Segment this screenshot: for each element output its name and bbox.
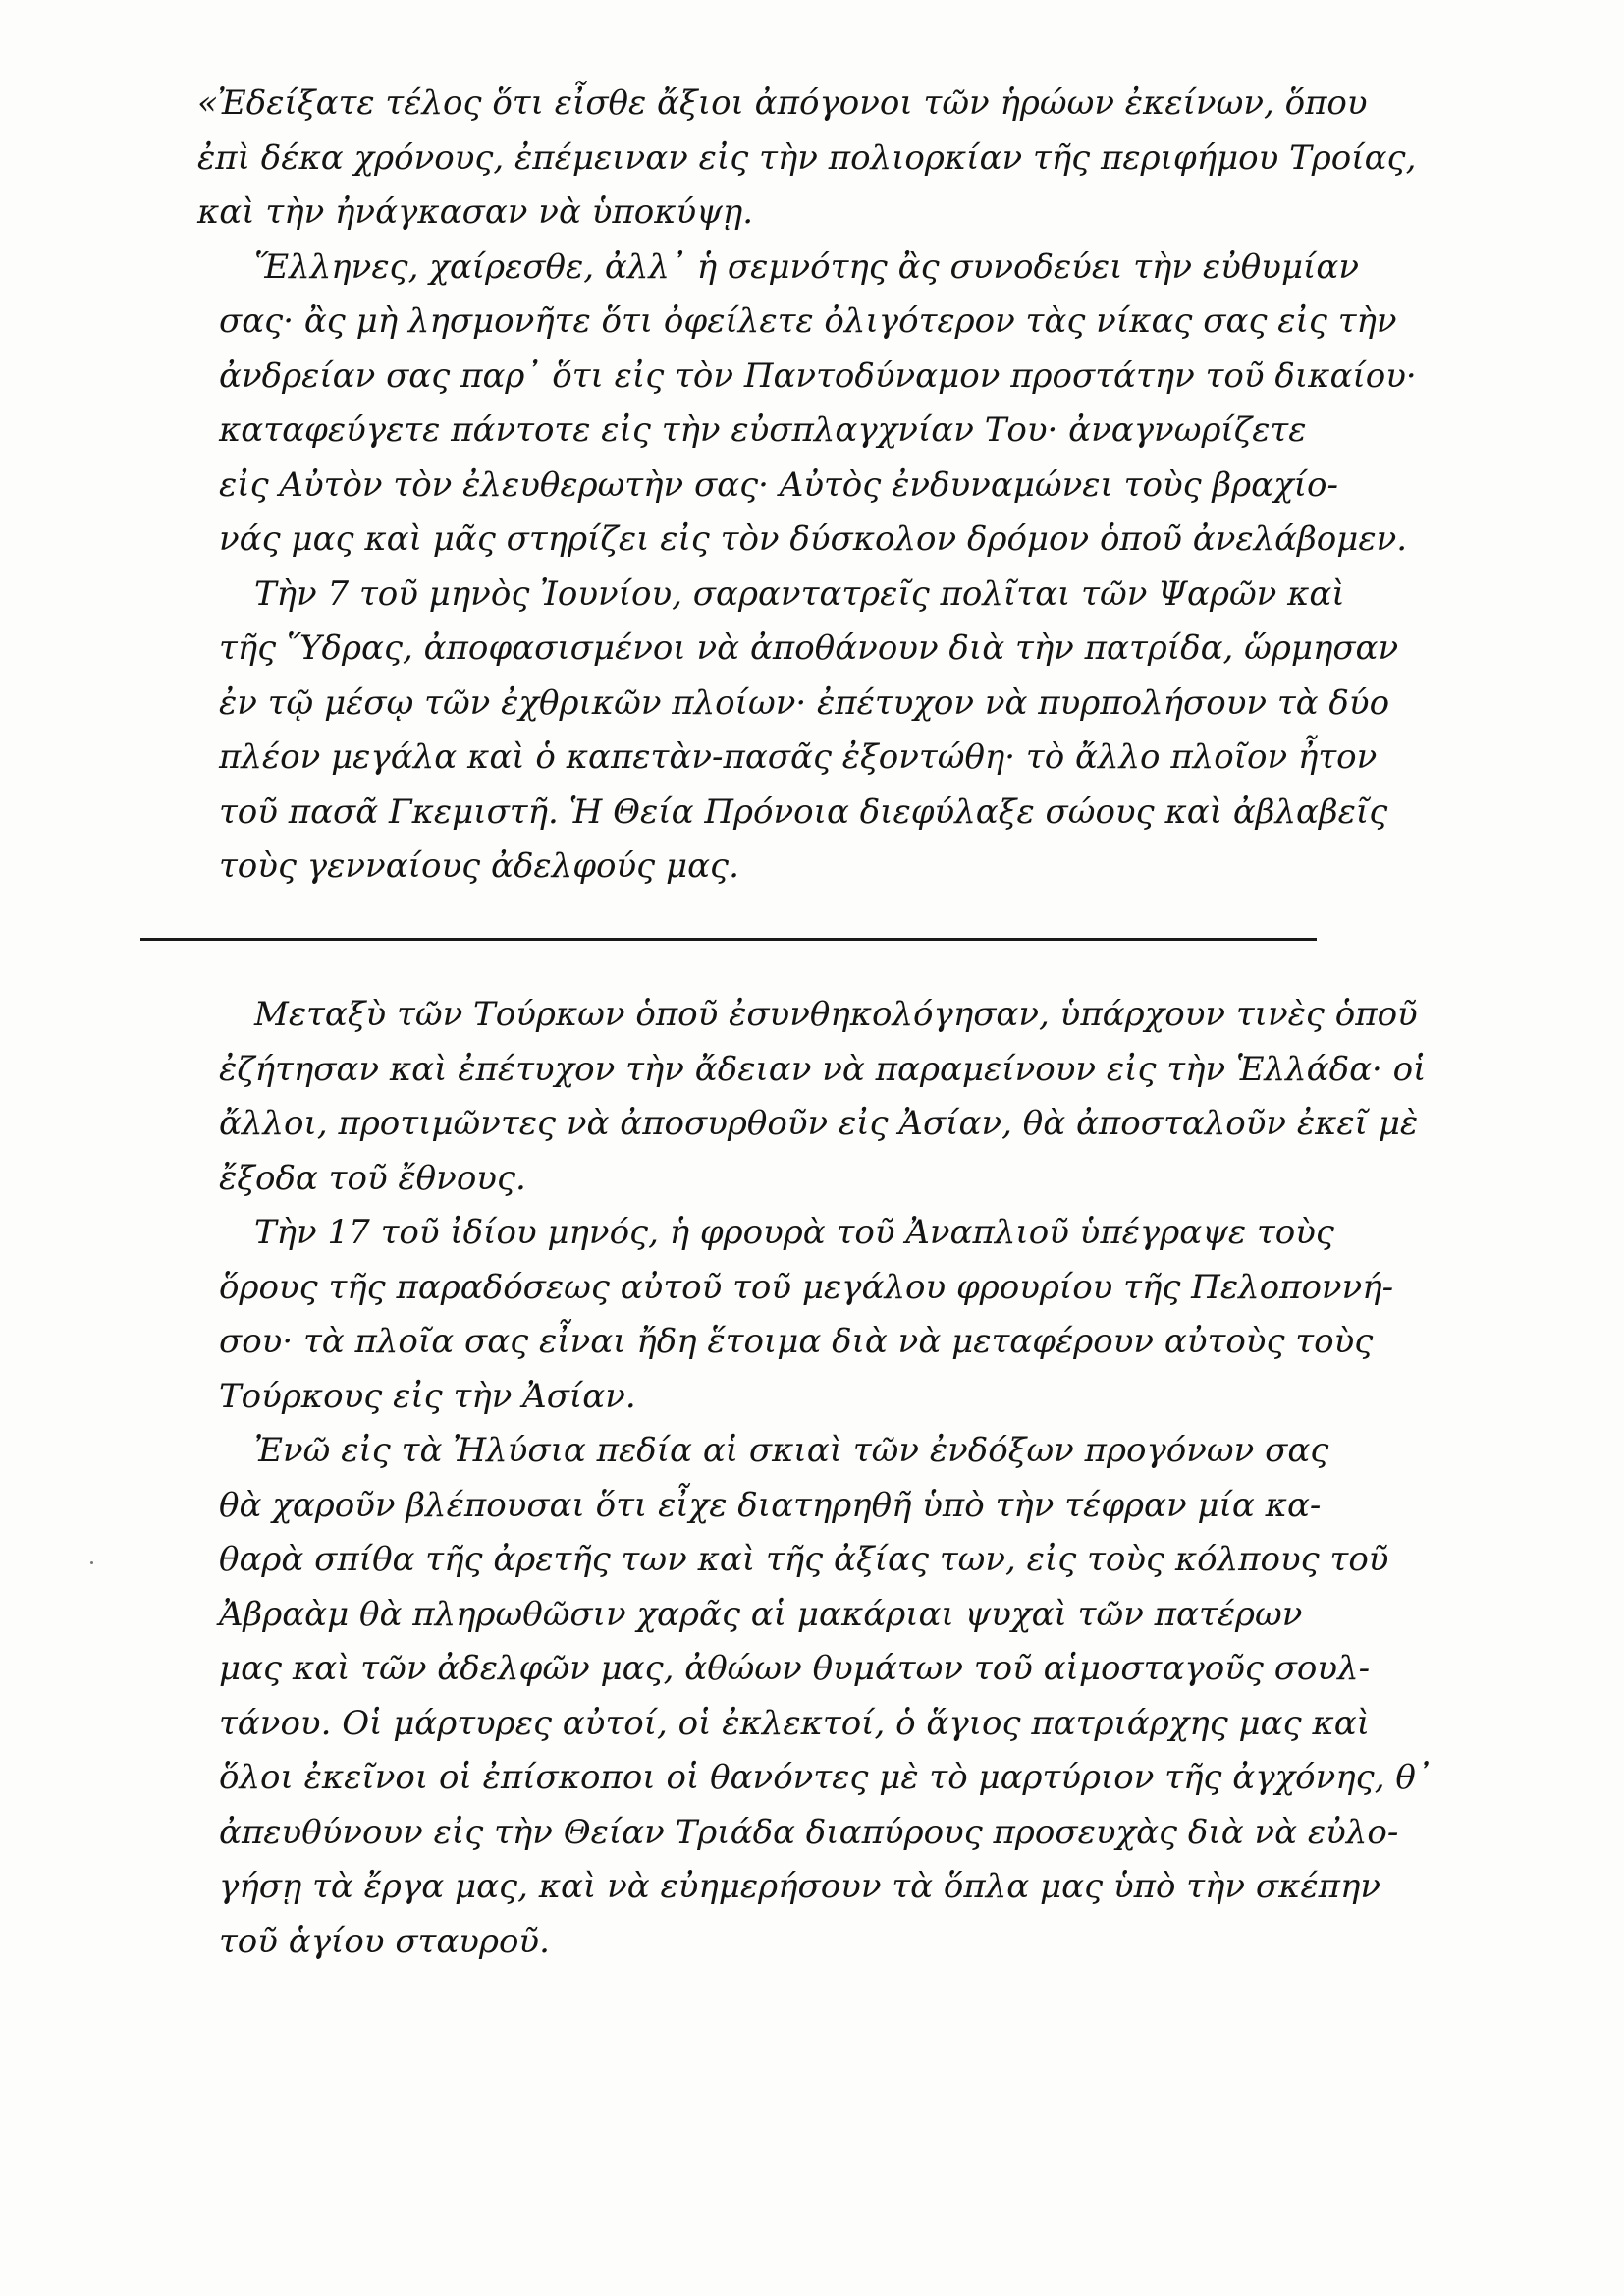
text-line: νάς μας καὶ μᾶς στηρίζει εἰς τὸν δύσκολον δρόμον ὁποῦ ἀνελάβομεν. [219, 519, 1408, 559]
text-line: τάνου. Οἱ μάρτυρες αὐτοί, οἱ ἐκλεκτοί, ὁ ἅγιος πατριάρχης μας καὶ [219, 1703, 1371, 1743]
bottom-text-section [162, 988, 1433, 1969]
text-line: πλέον μεγάλα καὶ ὁ καπετὰν-πασᾶς ἐξοντώθη· τὸ ἄλλο πλοῖον ἦτον [219, 738, 1378, 777]
text-line: ὅρους τῆς παραδόσεως αὐτοῦ τοῦ μεγάλου φρουρίου τῆς Πελοποννή- [219, 1267, 1394, 1307]
text-line: ἄλλοι, προτιμῶντες νὰ ἀποσυρθοῦν εἰς Ἀσίαν, θὰ ἀποσταλοῦν ἐκεῖ μὲ [219, 1104, 1419, 1143]
paragraph-4 [162, 988, 1427, 1206]
text-line: Ἀβραὰμ θὰ πληρωθῶσιν χαρᾶς αἱ μακάριαι ψυχαὶ τῶν πατέρων [219, 1594, 1303, 1634]
text-line: Τὴν 7 τοῦ μηνὸς Ἰουνίου, σαραντατρεῖς πολῖται τῶν Ψαρῶν καὶ [254, 574, 1345, 614]
text-line: γήσῃ τὰ ἔργα μας, καὶ νὰ εὐημερήσουν τὰ ὅπλα μας ὑπὸ τὴν σκέπην [219, 1867, 1381, 1906]
paragraph-6 [162, 1424, 1433, 1969]
text-line: καὶ τὴν ἠνάγκασαν νὰ ὑποκύψῃ. [197, 192, 753, 232]
text-line: Ἕλληνες, χαίρεσθε, ἀλλ᾽ ἡ σεμνότης ἂς συνοδεύει τὴν εὐθυμίαν [254, 246, 1360, 287]
text-line: Μεταξὺ τῶν Τούρκων ὁποῦ ἐσυνθηκολόγησαν, ὑπάρχουν τινὲς ὁποῦ [254, 995, 1418, 1034]
top-text-section [162, 77, 1417, 895]
section-divider-rule [140, 938, 1317, 941]
text-line: μας καὶ τῶν ἀδελφῶν μας, ἀθώων θυμάτων τοῦ αἱμοσταγοῦς σουλ- [219, 1649, 1371, 1688]
text-line: Τὴν 17 τοῦ ἰδίου μηνός, ἡ φρουρὰ τοῦ Ἀναπλιοῦ ὑπέγραψε τοὺς [254, 1213, 1334, 1252]
text-line: «Ἐδείξατε τέλος ὅτι εἶσθε ἄξιοι ἀπόγονοι τῶν ἡρώων ἐκείνων, ὅπου [197, 83, 1368, 123]
text-line: τοὺς γενναίους ἀδελφούς μας. [219, 847, 739, 886]
paragraph-1 [162, 77, 1417, 241]
text-line: Ἐνῶ εἰς τὰ Ἠλύσια πεδία αἱ σκιαὶ τῶν ἐνδόξων προγόνων σας [254, 1431, 1329, 1470]
text-line: ἀπευθύνουν εἰς τὴν Θείαν Τριάδα διαπύρους προσευχὰς διὰ νὰ εὐλο- [219, 1812, 1399, 1852]
text-line: σας· ἂς μὴ λησμονῆτε ὅτι ὀφείλετε ὀλιγότερον τὰς νίκας σας εἰς τὴν [219, 301, 1397, 341]
text-line: καταφεύγετε πάντοτε εἰς τὴν εὐσπλαγχνίαν Του· ἀναγνωρίζετε [219, 410, 1307, 450]
text-line: ἀνδρείαν σας παρ᾽ ὅτι εἰς τὸν Παντοδύναμον προστάτην τοῦ δικαίου· [219, 355, 1417, 396]
text-line: εἰς Αὐτὸν τὸν ἐλευθερωτὴν σας· Αὐτὸς ἐνδυναμώνει τοὺς βραχίο- [219, 465, 1338, 505]
text-line: ὅλοι ἐκεῖνοι οἱ ἐπίσκοποι οἱ θανόντες μὲ τὸ μαρτύριον τῆς ἀγχόνης, θ᾽ [219, 1758, 1433, 1797]
text-line: ἐζήτησαν καὶ ἐπέτυχον τὴν ἄδειαν νὰ παραμείνουν εἰς τὴν Ἑλλάδα· οἱ [219, 1049, 1427, 1089]
text-line: σου· τὰ πλοῖα σας εἶναι ἤδη ἕτοιμα διὰ νὰ μεταφέρουν αὐτοὺς τοὺς [219, 1322, 1374, 1361]
text-line: τῆς Ὕδρας, ἀποφασισμένοι νὰ ἀποθάνουν διὰ τὴν πατρίδα, ὥρμησαν [219, 629, 1399, 668]
scan-speck [90, 1561, 93, 1564]
text-line: Τούρκους εἰς τὴν Ἀσίαν. [219, 1376, 636, 1416]
text-line: ἔξοδα τοῦ ἔθνους. [219, 1158, 526, 1198]
text-line: τοῦ πασᾶ Γκεμιστῆ. Ἡ Θεία Πρόνοια διεφύλαξε σώους καὶ ἀβλαβεῖς [219, 792, 1388, 832]
text-line: ἐπὶ δέκα χρόνους, ἐπέμειναν εἰς τὴν πολιορκίαν τῆς περιφήμου Τροίας, [197, 137, 1417, 178]
text-line: θαρὰ σπίθα τῆς ἀρετῆς των καὶ τῆς ἀξίας των, εἰς τοὺς κόλπους τοῦ [219, 1540, 1389, 1579]
text-line: τοῦ ἁγίου σταυροῦ. [219, 1921, 550, 1961]
text-line: ἐν τῷ μέσῳ τῶν ἐχθρικῶν πλοίων· ἐπέτυχον νὰ πυρπολήσουν τὰ δύο [219, 683, 1390, 723]
text-line: θὰ χαροῦν βλέπουσαι ὅτι εἶχε διατηρηθῆ ὑπὸ τὴν τέφραν μία κα- [219, 1485, 1322, 1525]
paragraph-5 [162, 1206, 1394, 1424]
paragraph-2 [162, 241, 1417, 568]
paragraph-3 [162, 568, 1399, 895]
